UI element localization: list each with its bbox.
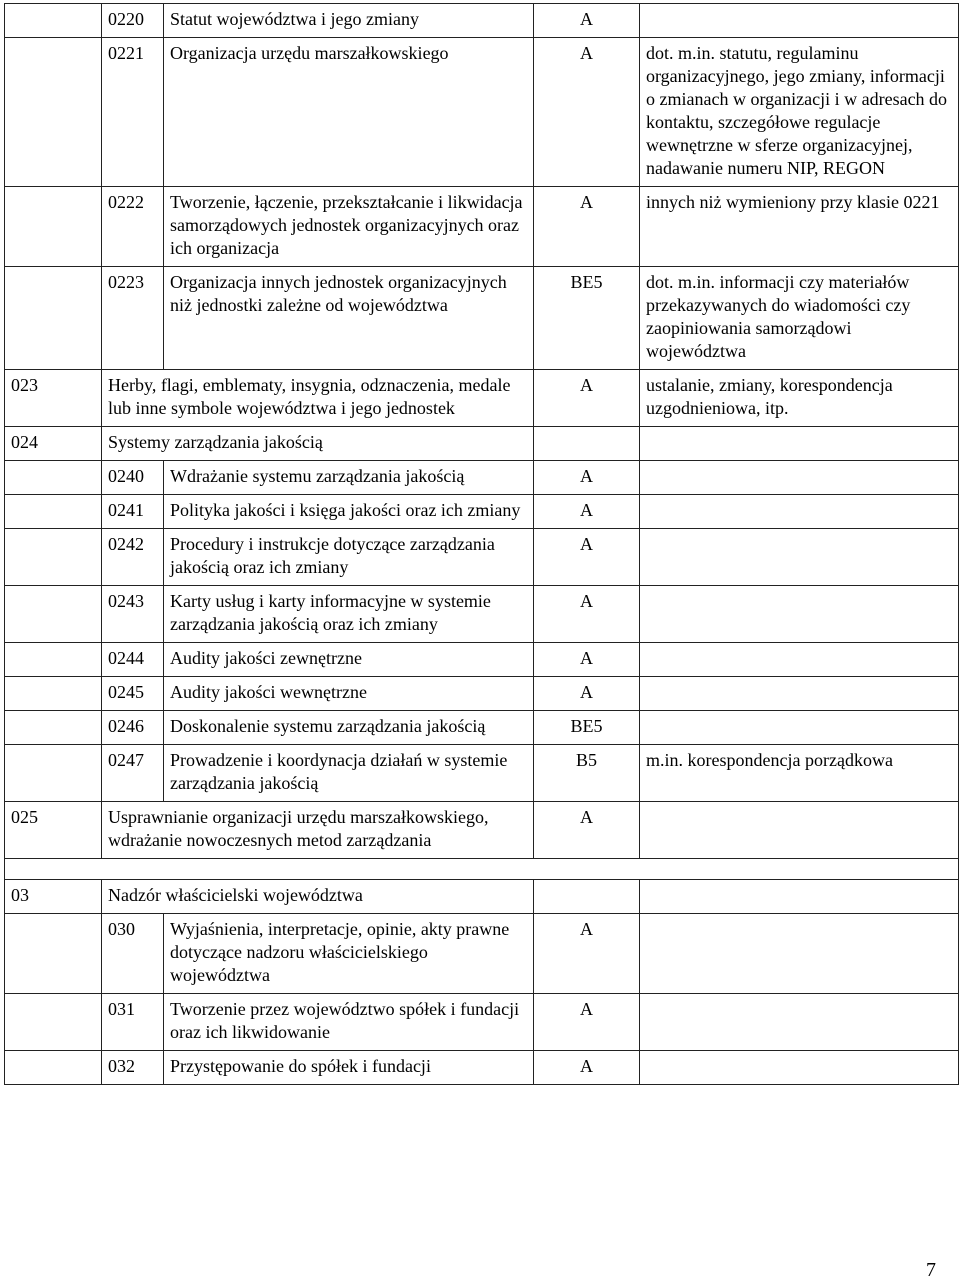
note-cell [640,711,959,745]
table-row [5,370,959,427]
category-cell [534,427,640,461]
blank-cell [5,859,959,880]
jrwa-table [4,3,959,1085]
table-row [5,38,959,187]
code-cell: 0221 [102,38,164,187]
note-cell: dot. m.in. statutu, regulaminu organizacyjnego, jego zmiany, informacji o zmianach w organizacji i w adresach do kontaktu, szczegółowe regulacje wewnętrzne w sferze organizacyjnej, nadawanie numeru NIP, REGON [640,38,959,187]
category-cell: A [534,370,640,427]
category-cell: A [534,38,640,187]
title-cell: Wyjaśnienia, interpretacje, opinie, akty prawne dotyczące nadzoru właścicielskiego województwa [164,914,534,994]
title-cell: Karty usług i karty informacyjne w systemie zarządzania jakością oraz ich zmiany [164,586,534,643]
category-cell: A [534,802,640,859]
note-cell [640,802,959,859]
table-row [5,427,959,461]
section-gap [5,859,959,880]
indent-cell [5,643,102,677]
table-row [5,711,959,745]
category-cell: A [534,495,640,529]
title-cell: Nadzór właścicielski województwa [102,880,534,914]
category-cell: A [534,643,640,677]
code-cell: 0247 [102,745,164,802]
indent-cell [5,914,102,994]
note-cell: ustalanie, zmiany, korespondencja uzgodnieniowa, itp. [640,370,959,427]
code-cell: 0246 [102,711,164,745]
note-cell [640,529,959,586]
code-cell: 03 [5,880,102,914]
note-cell [640,643,959,677]
code-cell: 0223 [102,267,164,370]
title-cell: Organizacja urzędu marszałkowskiego [164,38,534,187]
code-cell: 0244 [102,643,164,677]
code-cell: 023 [5,370,102,427]
category-cell: A [534,914,640,994]
indent-cell [5,267,102,370]
table-row [5,914,959,994]
note-cell [640,586,959,643]
note-cell [640,461,959,495]
note-cell: dot. m.in. informacji czy materiałów przekazywanych do wiadomości czy zaopiniowania samorządowi województwa [640,267,959,370]
indent-cell [5,745,102,802]
table-row [5,586,959,643]
code-cell: 030 [102,914,164,994]
code-cell: 0242 [102,529,164,586]
indent-cell [5,1051,102,1085]
category-cell: B5 [534,745,640,802]
page-number: 7 [926,1259,936,1281]
category-cell: A [534,1051,640,1085]
category-cell: A [534,586,640,643]
code-cell: 032 [102,1051,164,1085]
indent-cell [5,4,102,38]
note-cell [640,495,959,529]
note-cell [640,914,959,994]
title-cell: Herby, flagi, emblematy, insygnia, odznaczenia, medale lub inne symbole województwa i jego jednostek [102,370,534,427]
title-cell: Audity jakości wewnętrzne [164,677,534,711]
note-cell [640,677,959,711]
code-cell: 0222 [102,187,164,267]
section-02-body [5,4,959,859]
indent-cell [5,495,102,529]
table-row [5,187,959,267]
title-cell: Systemy zarządzania jakością [102,427,534,461]
code-cell: 0245 [102,677,164,711]
note-cell [640,4,959,38]
table-row [5,677,959,711]
table-row [5,1051,959,1085]
table-row [5,495,959,529]
category-cell: A [534,4,640,38]
section-03-body [5,880,959,914]
table-row [5,643,959,677]
category-cell: A [534,529,640,586]
title-cell: Przystępowanie do spółek i fundacji [164,1051,534,1085]
indent-cell [5,677,102,711]
title-cell: Prowadzenie i koordynacja działań w systemie zarządzania jakością [164,745,534,802]
title-cell: Usprawnianie organizacji urzędu marszałkowskiego, wdrażanie nowoczesnych metod zarządzania [102,802,534,859]
title-cell: Doskonalenie systemu zarządzania jakością [164,711,534,745]
table-row [5,994,959,1051]
title-cell: Wdrażanie systemu zarządzania jakością [164,461,534,495]
table-row [5,461,959,495]
indent-cell [5,38,102,187]
code-cell: 0241 [102,495,164,529]
title-cell: Tworzenie przez województwo spółek i fundacji oraz ich likwidowanie [164,994,534,1051]
category-cell: A [534,187,640,267]
indent-cell [5,994,102,1051]
note-cell [640,427,959,461]
table-row [5,802,959,859]
code-cell: 0243 [102,586,164,643]
table-row [5,745,959,802]
title-cell: Organizacja innych jednostek organizacyjnych niż jednostki zależne od województwa [164,267,534,370]
blank-row [5,859,959,880]
title-cell: Polityka jakości i księga jakości oraz ich zmiany [164,495,534,529]
category-cell: BE5 [534,711,640,745]
code-cell: 024 [5,427,102,461]
note-cell: m.in. korespondencja porządkowa [640,745,959,802]
code-cell: 0240 [102,461,164,495]
note-cell [640,994,959,1051]
note-cell [640,880,959,914]
code-cell: 0220 [102,4,164,38]
category-cell: A [534,461,640,495]
table-row [5,267,959,370]
code-cell: 031 [102,994,164,1051]
title-cell: Statut województwa i jego zmiany [164,4,534,38]
title-cell: Audity jakości zewnętrzne [164,643,534,677]
indent-cell [5,529,102,586]
table-row [5,529,959,586]
note-cell: innych niż wymieniony przy klasie 0221 [640,187,959,267]
title-cell: Tworzenie, łączenie, przekształcanie i likwidacja samorządowych jednostek organizacyjnych oraz ich organizacja [164,187,534,267]
category-cell [534,880,640,914]
indent-cell [5,461,102,495]
note-cell [640,1051,959,1085]
table-row-section-03 [5,880,959,914]
section-03-rows [5,914,959,1085]
indent-cell [5,711,102,745]
code-cell: 025 [5,802,102,859]
indent-cell [5,187,102,267]
category-cell: BE5 [534,267,640,370]
table-row [5,4,959,38]
indent-cell [5,586,102,643]
category-cell: A [534,677,640,711]
category-cell: A [534,994,640,1051]
title-cell: Procedury i instrukcje dotyczące zarządzania jakością oraz ich zmiany [164,529,534,586]
